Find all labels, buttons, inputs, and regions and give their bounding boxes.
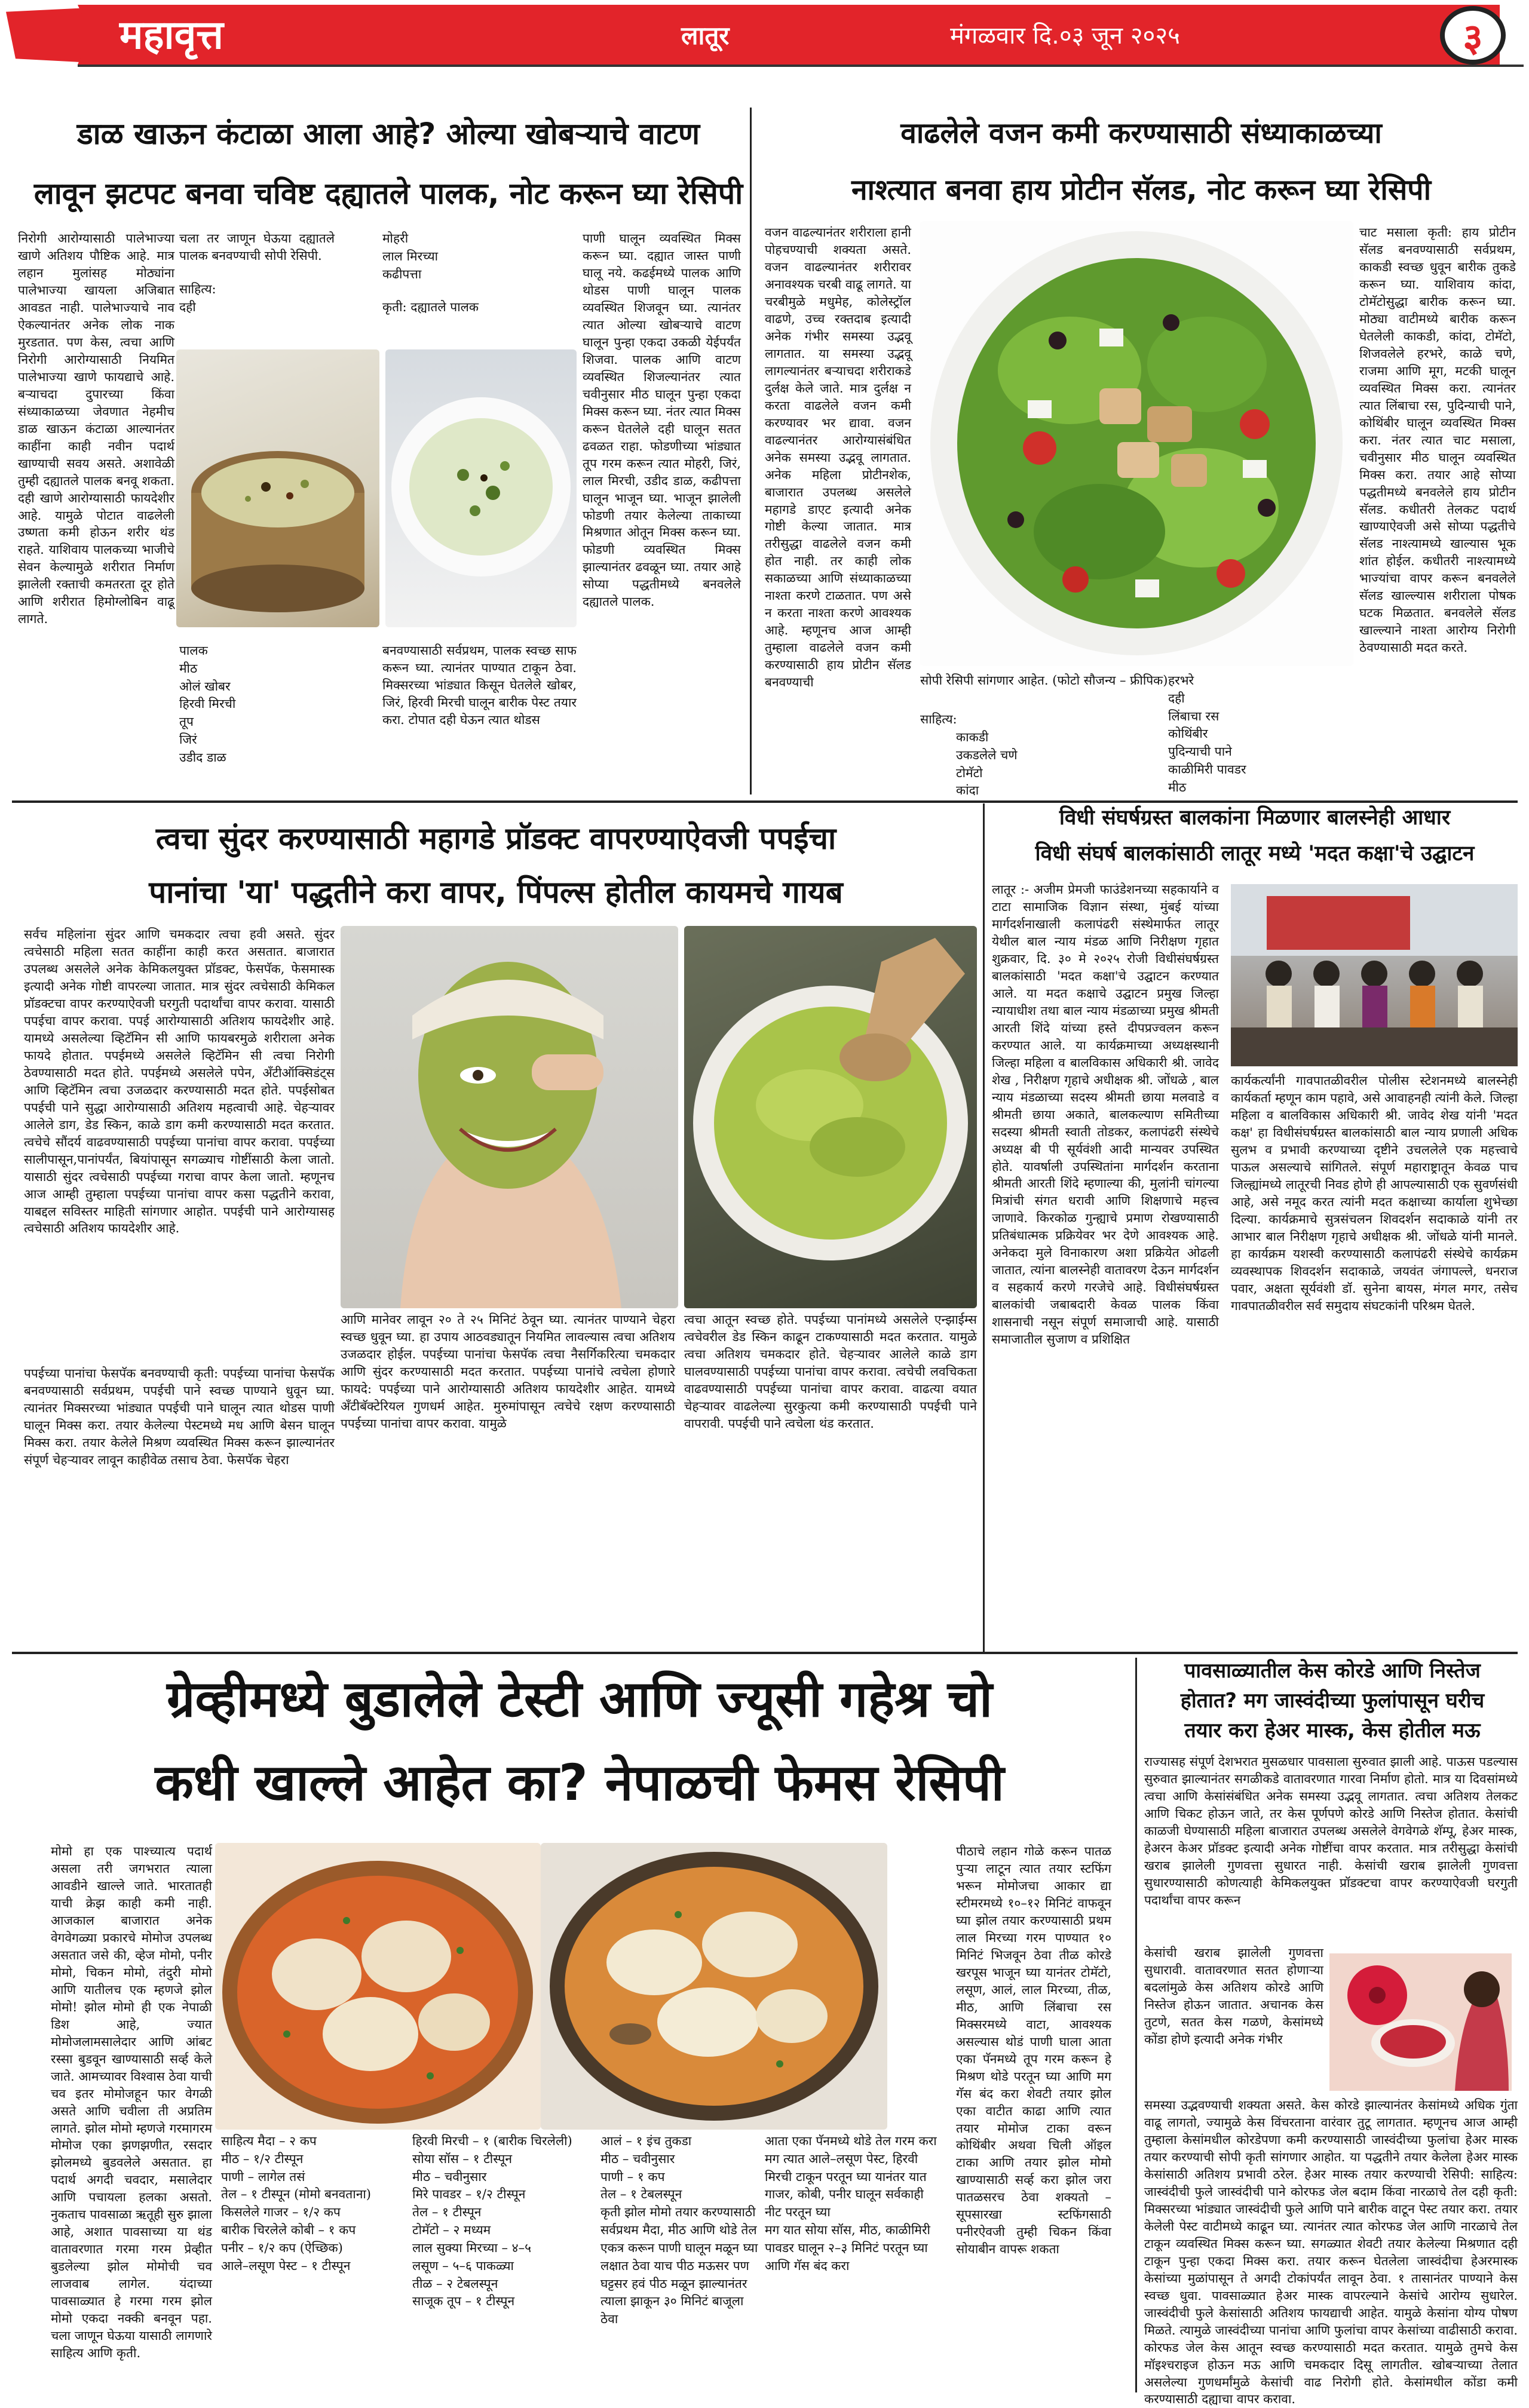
article6-headline-line2: होतात? मग जास्वंदीच्या फुलांपासून घरीच [1180,1689,1485,1713]
edition-city: लातूर [681,21,730,50]
masthead-underline [78,65,1524,67]
article4-column-1: लातूर :- अजीम प्रेमजी फाउंडेशनच्या सहकार्याने व टाटा सामाजिक विज्ञान संस्था, मुंबई यांच्या मार्गदर्शनाखाली कलापंढरी संस्थेमार्फत लातूर येथील बाल न्याय मंडळ आणि निरीक्षण गृहात शुक्रवार, दि. ३० मे २०२५ रोजी विधीसंघर्षग्रस्त बालकांसाठी 'मदत कक्षा'चे उद्घाटन करण्यात आले. या मदत कक्षाचे उद्घाटन प्रमुख जिल्हा न्यायाधीश तथा बाल न्याय मंडळाच्या प्रमुख श्रीमती आरती शिंदे यांच्या हस्ते दीपप्रज्वलन करून करण्यात आले. या कार्यक्रमाच्या अध्यक्षस्थानी जिल्हा महिला व बालविकास अधिकारी श्री. जावेद शेख , निरीक्षण गृहाचे अधीक्षक श्री. जोंधळे , बाल न्याय मंडळाच्या सदस्य श्रीमती छाया मलवाडे व श्रीमती छाया अकाते, बालकल्याण समितीच्या सदस्या श्रीमती स्वाती तोडकर, कलापंढरी संस्थेचे अध्यक्ष बी पी सूर्यवंशी आदी मान्यवर उपस्थित होते. यावर्षाली उपस्थितांना मार्गदर्शन करताना श्रीमती आरती शिंदे म्हणाल्या की, मुलांनी चांगल्या मित्रांची संगत धरावी आणि शिक्षणाचे महत्त्व जाणावे. किरकोळ गुन्ह्याचे प्रमाण रोखण्यासाठी प्रतिबंधात्मक प्रक्रियेवर भर देणे आवश्यक आहे. अनेकदा मुले विनाकारण अशा प्रक्रियेत ओढली जातात, त्यांना बालस्नेही वातावरण देऊन मार्गदर्शन व सहकार्य करणे गरजेचे आहे. विधीसंघर्षग्रस्त बालकांची जबाबदारी केवळ पालक किंवा शासनाची नसून संपूर्ण समाजाची आहे. यासाठी समाजातील सुजाण व प्रशिक्षित [992,882,1219,1347]
article6-intro: राज्यासह संपूर्ण देशभरात मुसळधार पावसाला सुरुवात झाली आहे. पाऊस पडल्यास सुरुवात झाल्यानंतर सगळीकडे वातावरणात गारवा निर्माण होतो. मात्र या दिवसांमध्ये त्वचा आणि केसांसंबंधित अनेक समस्या उद्भवू लागतात. त्वचा अतिशय तेलकट आणि चिकट होऊन जाते, तर केस पूर्णपणे कोरडे आणि निस्तेज होतात. केसांची काळजी घेण्यासाठी महिला बाजारात उपलब्ध असलेले वेगवेगळे शॅम्पू, हेअर मास्क, हेअरन केअर प्रॉडक्ट इत्यादी अनेक गोष्टींचा वापर करतात. मात्र तरीसुद्धा केसांची खराब झालेली गुणवत्ता सुधारत नाही. केसांची खराब झालेली गुणवत्ता सुधारण्यासाठी कोणत्याही केमिकलयुक्त प्रॉडक्टचा वापर करण्याऐवजी घरगुती पदार्थांचा वापर करून [1144,1754,1518,1907]
newspaper-name: महावृत्त [119,12,223,58]
jhol-momo-photo-2 [541,1843,887,2130]
article2-ingredients-label: साहित्य: [920,712,957,726]
article1-ingredients-label: साहित्य: [179,282,216,296]
article1-headline-line1: डाळ खाऊन कंटाळा आला आहे? ओल्या खोबऱ्याचे वाटण [76,116,700,151]
jhol-momo-photo-1 [215,1843,541,2130]
column-divider [750,108,752,795]
article5-ingredients-list-2: हिरवी मिरची – १ (बारीक चिरलेली) सोया सॉस – १ टीस्पून मीठ – चवीनुसार मिरे पावडर – १/२ टीस्पून तेल – १ टीस्पून टोमॅटो – २ मध्यम लाल सुक्या मिरच्या – ४–५ लसूण – ५–६ पाकळ्या तीळ – २ टेबलस्पून साजूक तूप – १ टीस्पून [412,2134,572,2309]
issue-date: मंगळवार दि.०३ जून २०२५ [950,22,1180,50]
article2-method-column: चाट मसाला कृती: हाय प्रोटीन सॅलड बनवण्यासाठी सर्वप्रथम, काकडी स्वच्छ धुवून बारीक तुकडे करून घ्या. याशिवाय कांदा, टोमॅटोसुद्धा बारीक करून घ्या. मोठ्या वाटीमध्ये बारीक करून घेतलेली काकडी, कांदा, टोमॅटो, शिजवलेले हरभरे, काळे चणे, राजमा आणि मूग, मटकी घालून व्यवस्थित मिक्स करा. त्यानंतर त्यात लिंबाचा रस, पुदिन्याची पाने, कोथिंबीर घालून व्यवस्थित मिक्स करा. नंतर त्यात चाट मसाला, चवीनुसार मीठ घालून व्यवस्थित मिक्स करा. तयार आहे सोप्या पद्धतीमध्ये बनवलेले हाय प्रोटीन सॅलड. कधीतरी तेलकट पदार्थ खाण्याऐवजी असे सोप्या पद्धतीचे सॅलड नाश्त्यामध्ये खाल्यास भूक शांत होईल. कधीतरी नाश्त्यामध्ये भाज्यांचा वापर करून बनवलेले सॅलड खाल्ल्यास शरीराला पोषक घटक मिळतात. बनवलेले सॅलड खाल्ल्याने नाश्ता आरोग्य निरोगी ठेवण्यासाठी मदत करते. [1359,225,1516,655]
papaya-paste-bowl-photo [684,926,977,1308]
article3-column-1: सर्वच महिलांना सुंदर आणि चमकदार त्वचा हवी असते. सुंदर त्वचेसाठी महिला सतत काहींना काही करत असतात. बाजारात उपलब्ध असलेले अनेक केमिकलयुक्त प्रॉडक्ट, फेसपॅक, फेसमास्क इत्यादी अनेक गोष्टी वापरल्या जातात. मात्र सुंदर त्वचेसाठी केमिकल प्रॉडक्टचा वापर करण्याऐवजी घरगुती पदार्थांचा वापर करावा. यासाठी पपईचा वापर करावा. पपई आरोग्यासाठी अतिशय फायदेशीर आहे. यामध्ये असलेल्या व्हिटॅमिन सी आणि फायबरमुळे शरीराला अनेक फायदे होतात. पपईमध्ये असलेले व्हिटॅमिन सी त्वचा निरोगी ठेवण्यासाठी मदत होते. पपईमध्ये असलेले पपेन, अँटीऑक्सिडंट्स आणि व्हिटॅमिन त्वचा उजळदार करण्यासाठी मदत होते. पपईसोबत पपईची पाने सुद्धा आरोग्यासाठी अतिशय महत्वाची आहे. चेहऱ्यावर आलेले डाग, डेड स्किन, काळे डाग कमी करण्यासाठी मदत करतात. त्वचेचे सौंदर्य वाढवण्यासाठी पपईच्या पानांचा वापर करावा. पपईच्या सालीपासून,पानांपर्यंत, बियांपासून सगळ्याच गोष्टींसाठी केला जातो. यासाठी सुंदर त्वचेसाठी पपईच्या गराचा वापर केला जातो. म्हणूनच आज आम्ही तुम्हाला पपईच्या पानांचा वापर कसा पद्धतीने करावा, याबद्दल सविस्तर माहिती सांगणार आहोत. पपईची पाने आरोग्यासह त्वचेसाठी अतिशय फायदेशीर आहे. [24,927,335,1236]
article2-column-1: वजन वाढल्यानंतर शरीराला हानी पोहचण्याची शक्यता असते. वजन वाढल्यानंतर शरीरावर अनावश्यक चरबी वाढू लागते. या चरबीमुळे मधुमेह, कोलेस्ट्रॉल वाढणे, उच्च रक्तदाब इत्यादी अनेक गंभीर समस्या उद्भवू लागतात. या समस्या उद्भवू लागल्यानंतर बऱ्याचदा शरीराकडे दुर्लक्ष केले जाते. मात्र दुर्लक्ष न करता वाढलेले वजन कमी करण्यावर भर द्यावा. वजन वाढल्यानंतर आरोग्यासंबंधित अनेक समस्या उद्भवू लागतात. अनेक महिला प्रोटीनशेक, बाजारात उपलब्ध असलेले महागडे डाएट इत्यादी अनेक गोष्टी केल्या जातात. मात्र तरीसुद्धा वाढलेले वजन कमी होत नाही. तर काही लोक सकाळच्या आणि संध्याकाळच्या नाश्ता करणे टाळतात. पण असे न करता नाश्ता करणे आवश्यक आहे. म्हणूनच आज आम्ही तुम्हाला वाढलेले वजन कमी करण्यासाठी हाय प्रोटीन सॅलड बनवण्याची [765,225,911,690]
article2-ingredients-list-2: हरभरे दही लिंबाचा रस कोथिंबीर पुदिन्याची पाने काळीमिरी पावडर मीठ [1168,673,1246,795]
article1-ingredients-list-b: मोहरी लाल मिरच्या कढीपत्ता [382,231,439,281]
article1-column-4: पाणी घालून व्यवस्थित मिक्स करून घ्या. दह्यात जास्त पाणी घालू नये. कढईमध्ये पालक आणि थोडस पाणी घालून पालक व्यवस्थित शिजवून घ्या. त्यानंतर त्यात ओल्या खोबऱ्याचे वाटण घालून पुन्हा एकदा उकळी येईपर्यंत शिजवा. पालक आणि वाटण व्यवस्थित शिजल्यानंतर त्यात चवीनुसार मीठ घालून पुन्हा एकदा मिक्स करून घ्या. नंतर त्यात मिक्स करून घेतलेले दही घालून सतत ढवळत राहा. फोडणीच्या भांड्यात तूप गरम करून त्यात मोहरी, जिरं, लाल मिरची, उडीद डाळ, कढीपत्ता घालून भाजून घ्या. भाजून झालेली फोडणी तयार केलेल्या ताकाच्या मिश्रणात ओतून मिक्स करून घ्या. फोडणी व्यवस्थित मिक्स झाल्यानंतर ढवळून घ्या. तयार आहे सोप्या पद्धतीमध्ये बनवलेले दह्यातले पालक. [583,231,741,609]
inauguration-event-photo [1231,884,1518,1066]
section-divider-1 [12,800,1518,803]
article5-column-1: मोमो हा एक पाश्च्यात्य पदार्थ असला तरी जगभरात त्याला आवडीने खाल्ले जाते. भारतातही याची क्रेझ काही कमी नाही. आजकाल बाजारात अनेक वेगवेगळ्या प्रकारचे मोमोज उपलब्ध असतात जसे की, व्हेज मोमो, पनीर मोमो, चिकन मोमो, तंदुरी मोमो आणि यातीलच एक म्हणजे झोल मोमो! झोल मोमो ही एक नेपाळी डिश आहे, ज्यात मोमोजलामसालेदार आणि आंबट रस्सा बुडवून खाण्यासाठी सर्व्ह केले जाते. आमच्यावर विश्वास ठेवा याची चव इतर मोमोजहून फार वेगळी असते आणि चवीला ती अप्रतिम लागते. झोल मोमो म्हणजे गरमागरम मोमोज एका झणझणीत, रसदार झोलमध्ये बुडवलेले असतात. हा पदार्थ अगदी चवदार, मसालेदार आणि पचायला हलका असतो. नुकताच पावसाळा ऋतूही सुरु झाला आहे, अशात पावसाच्या या थंड वातावरणात गरमा गरम प्रेव्हीत बुडलेल्या झोल मोमोची चव लाजवाब लागेल. यंदाच्या पावसाळ्यात हे गरमा गरम झोल मोमो एकदा नक्की बनवून पहा. चला जाणून घेऊया यासाठी लागणारे साहित्य आणि कृती. [51,1844,212,2361]
article6-column-left: केसांची खराब झालेली गुणवत्ता सुधारावी. वातावरणात सतत होणाऱ्या बदलांमुळे केस अतिशय कोरडे आणि निस्तेज होऊन जातात. अचानक केस तुटणे, सतत केस गळणे, केसांमध्ये कोंडा होणे इत्यादी अनेक गंभीर [1144,1946,1323,2047]
article5-ingredients-list-1: साहित्य मैदा – २ कप मीठ – १/२ टीस्पून पाणी – लागेल तसं तेल – १ टीस्पून (मोमो बनवताना) किसलेले गाजर – १/२ कप बारीक चिरलेले कोबी – १ कप पनीर – १/२ कप (ऐच्छिक) आले–लसूण पेस्ट – १ टीस्पून [221,2134,371,2273]
article5-method-list: आता एका पॅनमध्ये थोडे तेल गरम करा मग त्यात आले–लसूण पेस्ट, हिरवी मिरची टाकून परतून घ्या यानंतर यात गाजर, कोबी, पनीर घालून सर्वकाही नीट परतून घ्या मग यात सोया सॉस, मीठ, काळीमिरी पावडर घालून २–३ मिनिटं परतून घ्या आणि गॅस बंद करा [765,2134,937,2273]
article1-column-2-intro: चला तर जाणून घेऊया दह्यातले पालक बनवण्याची सोपी रेसिपी. [179,231,335,263]
page-number: ३ [1440,6,1506,65]
article1-column-1: निरोगी आरोग्यासाठी पालेभाज्या खाणे अतिशय पौष्टिक आहे. मात्र लहान मुलांसह मोठ्यांना पालेभाज्या खायला अजिबात आवडत नाही. पालेभाज्याचे नाव ऐकल्यानंतर अनेक लोक नाक मुरडतात. पण केस, त्वचा आणि निरोगी आरोग्यासाठी नियमित पालेभाज्या खाणे फायद्याचे आहे. बऱ्याचदा दुपारच्या किंवा संध्याकाळच्या जेवणात नेहमीच डाळ खाऊन कंटाळा आल्यानंतर काहींना काही नवीन पदार्थ खाण्याची सवय असते. अशावेळी तुम्ही दह्यातले पालक बनवू शकता. दही खाणे आरोग्यासाठी फायदेशीर आहे. यामुळे पोटात वाढलेली उष्णता कमी होऊन शरीर थंड राहते. याशिवाय पालकच्या भाजीचे सेवन केल्यामुळे शरीरात निर्माण झालेली रक्ताची कमतरता दूर होते आणि शरीरात हिमोग्लोबिन वाढू लागते. [18,231,174,627]
woman-face-mask-photo [341,926,678,1308]
article3-column-2: आणि मानेवर लावून २० ते २५ मिनिटं ठेवून घ्या. त्यानंतर पाण्याने चेहरा स्वच्छ धुवून घ्या. हा उपाय आठवड्यातून नियमित लावल्यास त्वचा अतिशय उजळदार होईल. पपईच्या पानांचा फेसपॅक त्वचा नैसर्गिकरित्या चमकदार आणि सुंदर करण्यासाठी मदत करतात. पपईच्या पानांचे त्वचेला होणारे फायदे: पपईच्या पाने आरोग्यासाठी अतिशय फायदेशीर आहेत. यामध्ये अँटीबॅक्टेरियल गुणधर्म आहेत. मुरुमांपासून त्वचेचे रक्षण करण्यासाठी पपईच्या पानांचा वापर करावा. यामुळे [341,1312,675,1431]
article2-ingredients-list-1: काकडी उकडलेले चणे टोमॅटो कांदा [956,730,1018,798]
article6-headline-line1: पावसाळ्यातील केस कोरडे आणि निस्तेज [1184,1659,1481,1683]
masthead [0,0,1529,70]
high-protein-salad-photo [920,221,1353,666]
article4-column-2: कार्यकर्त्यांनी गावपातळीवरील पोलीस स्टेशनमध्ये बालस्नेही कार्यकर्ता म्हणून काम पहावे, असे आवाहनही त्यांनी केले. जिल्हा महिला व बालविकास अधिकारी श्री. जावेद शेख यांनी 'मदत कक्ष' हा विधीसंघर्षग्रस्त बालकांसाठी बाल न्याय प्रणाली अधिक सुलभ व प्रभावी करण्याच्या दृष्टीने उचललेले एक महत्त्वाचे पाऊल असल्याचे सांगितले. संपूर्ण महाराष्ट्रातून केवळ पाच जिल्ह्यांमध्ये लातूरची निवड होणे ही आपल्यासाठी एक सुवर्णसंधी आहे, असे नमूद करत त्यांनी मदत कक्षाच्या कार्याला शुभेच्छा दिल्या. कार्यक्रमाचे सुत्रसंचलन शिवदर्शन सदाकाळे यांनी तर आभार बाल निरीक्षण गृहाचे अधीक्षक श्री. जोंधळे यांनी मानले. हा कार्यक्रम यशस्वी करण्यासाठी कलापंढरी संस्थेचे कार्यक्रम व्यवस्थापक शिवदर्शन सदाकाळे, जयवंत जंगापल्ले, धनराज पवार, अक्षता सूर्यवंशी डॉ. सुनेना बायस, मंगल मगर, तसेच गावपातळीवरील सर्व समुदाय संघटकांनी परिश्रम घेतले. [1231,1073,1518,1313]
palak-curry-photo-1 [176,349,379,627]
article3-headline-line2: पानांचा 'या' पद्धतीने करा वापर, पिंपल्स होतील कायमचे गायब [149,875,843,910]
article5-column-4-continued [956,2139,1135,2389]
article5-headline-line2: कधी खाल्ले आहेत का? नेपाळची फेमस रेसिपी [155,1753,1004,1812]
article1-method-label: कृती: दह्यातले पालक [382,300,479,314]
article1-ingredient-curd: दही [179,300,196,314]
palak-curry-photo-2 [385,349,577,627]
article4-headline-line2: विधी संघर्ष बालकांसाठी लातूर मध्ये 'मदत कक्षा'चे उद्घाटन [1035,842,1475,866]
hibiscus-hair-mask-photo [1329,1953,1512,2091]
article2-photo-credit: सोपी रेसिपी सांगणार आहेत. (फोटो सौजन्य – फ्रीपिक) [920,673,1168,688]
article5-column-4: पीठाचे लहान गोळे करून पातळ पुऱ्या लाटून त्यात तयार स्टफिंग भरून मोमोजचा आकार द्या स्टीमरमध्ये १०–१२ मिनिटं वाफवून घ्या झोल तयार करण्यासाठी प्रथम लाल मिरच्या गरम पाण्यात १० मिनिटं भिजवून ठेवा तीळ कोरडे खरपूस भाजून घ्या यानंतर टोमॅटो, लसूण, आलं, लाल मिरच्या, तीळ, मीठ, आणि लिंबाचा रस मिक्सरमध्ये वाटा, आवश्यक असल्यास थोडं पाणी घाला आता एका पॅनमध्ये तूप गरम करून हे मिश्रण थोडे परतून घ्या आणि मग गॅस बंद करा शेवटी तयार झोल एका वाटीत काढा आणि त्यात तयार मोमोज टाका वरून कोथिंबीर अथवा चिली ऑइल टाका आणि तयार झोल मोमो खाण्यासाठी सर्व्ह करा झोल जरा पातळसरच ठेवा शक्यतो – सूपसारखा स्टफिंगसाठी पनीरऐवजी तुम्ही चिकन किंवा सोयाबीन वापरू शकता [956,1844,1111,2257]
article4-headline-line1: विधी संघर्षग्रस्त बालकांना मिळणार बालस्नेही आधार [1059,806,1451,830]
article2-headline-line2: नाश्त्यात बनवा हाय प्रोटीन सॅलड, नोट करून घ्या रेसिपी [851,173,1432,207]
column-divider-3 [1135,1658,1137,2392]
article1-method-start: बनवण्यासाठी सर्वप्रथम, पालक स्वच्छ साफ करून घ्या. त्यानंतर पाण्यात टाकून ठेवा. मिक्सरच्या भांड्यात किसून घेतलेले खोबर, जिरं, हिरवी मिरची घालून बारीक पेस्ट तयार करा. टोपात दही घेऊन त्यात थोडस [382,643,577,727]
section-divider-2 [12,1652,1518,1654]
article3-column-3: त्वचा आतून स्वच्छ होते. पपईच्या पानांमध्ये असलेले एन्झाईम्स त्वचेवरील डेड स्किन काढून टाकण्यासाठी मदत करतात. यामुळे त्वचा अतिशय चमकदार होते. चेहऱ्यावर आलेले काळे डाग घालवण्यासाठी पपईच्या पानांचा वापर करावा. त्वचेची लवचिकता वाढवण्यासाठी पपईच्या पानांचा वापर करावा. वाढत्या वयात चेहऱ्यावर वाढलेल्या सुरकुत्या कमी करण्यासाठी पपईची पाने वापरावी. पपईची पाने त्वचेला थंड करतात. [684,1312,977,1431]
article5-headline-line1: ग्रेव्हीमध्ये बुडालेले टेस्टी आणि ज्यूसी गहेश्र चो [167,1670,992,1728]
article1-ingredients-list-a: पालक मीठ ओलं खोबर हिरवी मिरची तूप जिरं उडीद डाळ [179,643,236,765]
article2-headline-line1: वाढलेले वजन कमी करण्यासाठी संध्याकाळच्या [900,116,1382,150]
article1-headline-line2: लावून झटपट बनवा चविष्ट दह्यातले पालक, नोट करून घ्या रेसिपी [33,176,743,211]
column-divider-2 [983,803,985,1652]
article3-headline-line1: त्वचा सुंदर करण्यासाठी महागडे प्रॉडक्ट वापरण्याऐवजी पपईचा [155,821,836,857]
article6-column-main: समस्या उद्भवण्याची शक्यता असते. केस कोरडे झाल्यानंतर केसांमध्ये अधिक गुंता वाढू लागतो, ज्यामुळे केस विंचरताना वारंवार तुटू लागतात. म्हणूनच आज आम्ही तुम्हाला केसांमधील कोरडेपणा कमी करण्यासाठी जास्वंदीच्या फुलांचा हेअर मास्क तयार करण्याची सोपी कृती सांगणार आहोत. या पद्धतीने तयार केलेला हेअर मास्क केसांसाठी अतिशय प्रभावी ठरेल. हेअर मास्क तयार करण्याची रेसिपी: साहित्य: जास्वंदीची फुले जास्वंदीची पाने कोरफड जेल बदाम किंवा नारळाचे तेल दही कृती: मिक्सरच्या भांड्यात जास्वंदीची फुले आणि पाने बारीक वाटून पेस्ट तयार करा. तयार केलेली पेस्ट वाटीमध्ये काढून घ्या. त्यानंतर त्यात कोरफड जेल आणि नारळाचे तेल टाकून व्यवस्थित मिक्स करून घ्या. सगळ्यात शेवटी तयार केलेल्या मिश्रणात दही टाकून पुन्हा एकदा मिक्स करा. तयार करून घेतलेला जास्वंदीचा हेअरमास्क केसांच्या मुळांपासून ते अगदी टोकांपर्यंत लावून ठेवा. १ तासानंतर पाण्याने केस स्वच्छ धुवा. पावसाळ्यात हेअर मास्क वापरल्याने केसांचे आरोग्य सुधारेल. जास्वंदीची फुले केसांसाठी अतिशय फायद्याची आहेत. यामुळे केसांना योग्य पोषण मिळते. त्यामुळे जास्वंदीच्या पानांचा आणि फुलांचा वापर केसांच्या वाढीसाठी करावा. कोरफड जेल केस आतून स्वच्छ करण्यासाठी मदत करतात. यामुळे तुमचे केस मॉइश्चराइज होऊन मऊ आणि चमकदार दिसू लागतील. खोबऱ्याच्या तेलात असलेल्या गुणधर्मांमुळे केसांची वाढ निरोगी होते. केसांमधील कोंडा कमी करण्यासाठी दह्याचा वापर करावा. [1144,2098,1518,2407]
article5-method-start: आलं – १ इंच तुकडा मीठ – चवीनुसार पाणी – १ कप तेल – १ टेबलस्पून कृती झोल मोमो तयार करण्यासाठी सर्वप्रथम मैदा, मीठ आणि थोडे तेल एकत्र करून पाणी घालून मळून घ्या लक्षात ठेवा याच पीठ मऊसर पण घट्टसर हवं पीठ मळून झाल्यानंतर त्याला झाकून ३० मिनिटं बाजूला ठेवा [600,2134,758,2327]
article3-column-1-method: पपईच्या पानांचा फेसपॅक बनवण्याची कृती: पपईच्या पानांचा फेसपॅक बनवण्यासाठी सर्वप्रथम, पपईची पाने स्वच्छ पाण्याने धुवून घ्या. त्यानंतर मिक्सरच्या भांड्यात पपईची पाने घालून त्यात थोडस पाणी घालून मिक्स करा. तयार केलेल्या पेस्टमध्ये मध आणि बेसन घालून मिक्स करा. तयार केलेले मिश्रण व्यवस्थित मिक्स करून झाल्यानंतर संपूर्ण चेहऱ्यावर लावून काहीवेळ तसाच ठेवा. फेसपॅक चेहरा [24,1366,335,1467]
article6-headline-line3: तयार करा हेअर मास्क, केस होतील मऊ [1184,1719,1481,1743]
